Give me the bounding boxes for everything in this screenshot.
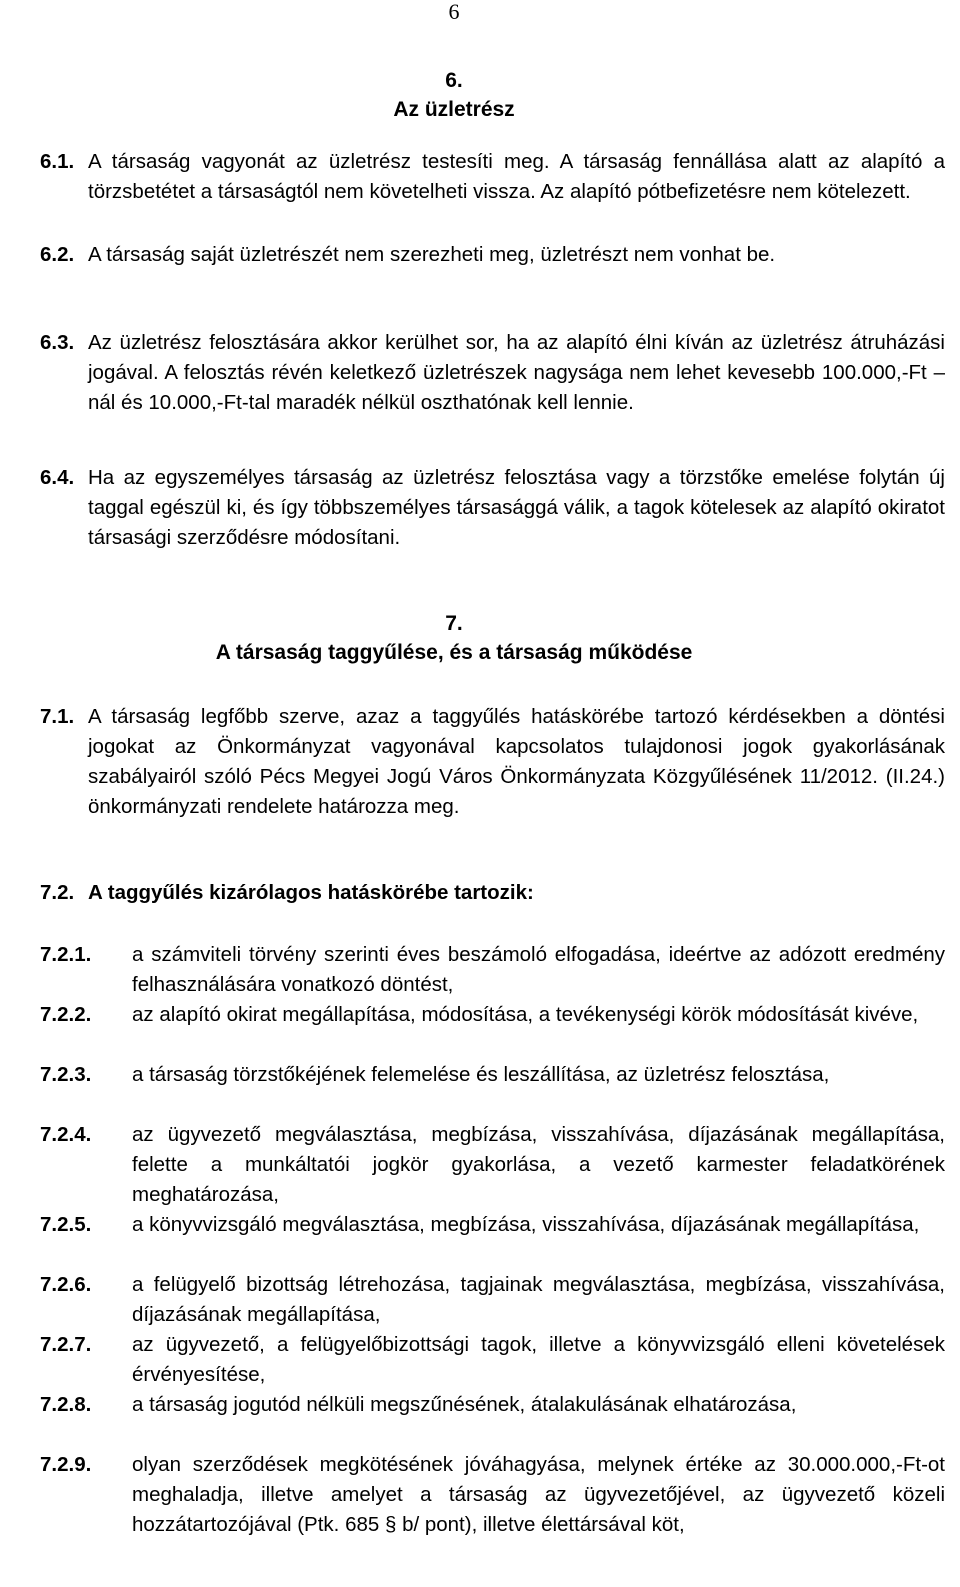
paragraph-6-2 xyxy=(40,240,945,270)
section-6-title: Az üzletrész xyxy=(393,98,515,121)
paragraph-6-3 xyxy=(40,328,945,418)
list-item-7-2-1 xyxy=(40,940,945,1000)
paragraph-7-2 xyxy=(40,878,945,908)
item-text: az ügyvezető, a felügyelőbizottsági tagok, illetve a könyvvizsgáló elleni követelések érvényesítése, xyxy=(132,1333,945,1386)
item-text: a könyvvizsgáló megválasztása, megbízása, visszahívása, díjazásának megállapítása, xyxy=(132,1213,920,1236)
section-6-number: 6. xyxy=(445,69,463,92)
paragraph-text: A taggyűlés kizárólagos hatáskörébe tartozik: xyxy=(88,881,534,904)
list-item-7-2-9 xyxy=(40,1450,945,1540)
item-number: 7.2.4. xyxy=(40,1123,92,1146)
list-item-7-2-6 xyxy=(40,1270,945,1330)
page-number: 6 xyxy=(448,0,460,24)
paragraph-number: 6.1. xyxy=(40,150,75,173)
paragraph-text: A társaság vagyonát az üzletrész testesíti meg. A társaság fennállása alatt az alapító a törzsbetétet a társaságtól nem követelheti vissza. Az alapító pótbefizetésre nem kötelezett. xyxy=(88,150,945,203)
item-number: 7.2.6. xyxy=(40,1273,92,1296)
list-item-7-2-4 xyxy=(40,1120,945,1210)
paragraph-number: 7.1. xyxy=(40,705,75,728)
item-number: 7.2.1. xyxy=(40,943,92,966)
paragraph-text: A társaság saját üzletrészét nem szerezheti meg, üzletrészt nem vonhat be. xyxy=(88,243,776,266)
paragraph-number: 6.4. xyxy=(40,466,75,489)
list-item-7-2-8 xyxy=(40,1390,945,1420)
paragraph-7-1 xyxy=(40,702,945,822)
paragraph-6-1 xyxy=(40,147,945,207)
item-text: a társaság törzstőkéjének felemelése és leszállítása, az üzletrész felosztása, xyxy=(132,1063,830,1086)
item-text: a társaság jogutód nélküli megszűnésének, átalakulásának elhatározása, xyxy=(132,1393,797,1416)
paragraph-number: 7.2. xyxy=(40,881,75,904)
item-text: olyan szerződések megkötésének jóváhagyása, melynek értéke az 30.000.000,-Ft-ot meghaladja, illetve amelyet a társaság az ügyvezetőjével, az ügyvezető közeli hozzátartozójával (Ptk. 685 § b/ pont), illetve élettársával köt, xyxy=(132,1453,945,1536)
item-number: 7.2.2. xyxy=(40,1003,92,1026)
item-number: 7.2.7. xyxy=(40,1333,92,1356)
paragraph-text: Ha az egyszemélyes társaság az üzletrész felosztása vagy a törzstőke emelése folytán új taggal egészül ki, és így többszemélyes társasággá válik, a tagok kötelesek az alapító okiratot társasági szerződésre módosítani. xyxy=(88,466,945,549)
section-7-number: 7. xyxy=(445,612,463,635)
list-item-7-2-3 xyxy=(40,1060,945,1090)
item-number: 7.2.8. xyxy=(40,1393,92,1416)
list-item-7-2-2 xyxy=(40,1000,945,1030)
list-item-7-2-7 xyxy=(40,1330,945,1390)
paragraph-number: 6.2. xyxy=(40,243,75,266)
paragraph-text: A társaság legfőbb szerve, azaz a taggyűlés hatáskörébe tartozó kérdésekben a döntési jogokat az Önkormányzat vagyonával kapcsolatos tulajdonosi jogok gyakorlásának szabályairól szóló Pécs Megyei Jogú Város Önkormányzata Közgyűlésének 11/2012. (II.24.) önkormányzati rendelete határozza meg. xyxy=(88,705,945,818)
section-7-title: A társaság taggyűlése, és a társaság működése xyxy=(215,641,693,664)
item-text: a számviteli törvény szerinti éves beszámoló elfogadása, ideértve az adózott eredmény felhasználására vonatkozó döntést, xyxy=(132,943,945,996)
list-item-7-2-5 xyxy=(40,1210,945,1240)
item-text: az alapító okirat megállapítása, módosítása, a tevékenységi körök módosítását kivéve, xyxy=(132,1003,919,1026)
paragraph-6-4 xyxy=(40,463,945,553)
paragraph-text: Az üzletrész felosztására akkor kerülhet sor, ha az alapító élni kíván az üzletrész átruházási jogával. A felosztás révén keletkező üzletrészek nagysága nem lehet kevesebb 100.000,-Ft –nál és 10.000,-Ft-tal maradék nélkül oszthatónak kell lennie. xyxy=(88,331,945,414)
item-number: 7.2.9. xyxy=(40,1453,92,1476)
paragraph-number: 6.3. xyxy=(40,331,75,354)
item-text: a felügyelő bizottság létrehozása, tagjainak megválasztása, megbízása, visszahívása, díjazásának megállapítása, xyxy=(132,1273,945,1326)
item-number: 7.2.5. xyxy=(40,1213,92,1236)
item-text: az ügyvezető megválasztása, megbízása, visszahívása, díjazásának megállapítása, felette a munkáltatói jogkör gyakorlása, a vezető karmester feladatkörének meghatározása, xyxy=(132,1123,945,1206)
item-number: 7.2.3. xyxy=(40,1063,92,1086)
